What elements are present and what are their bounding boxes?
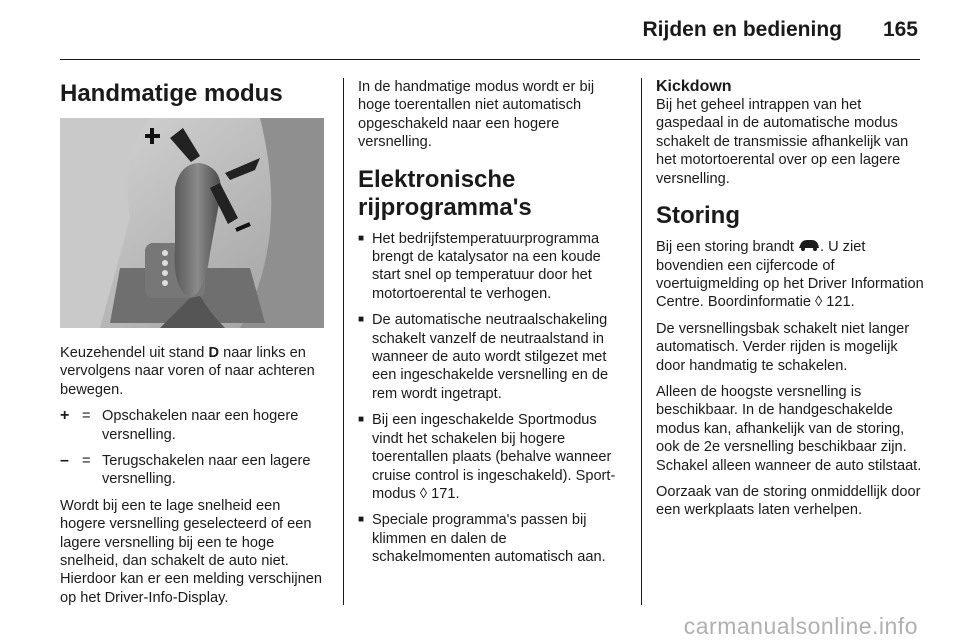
- column-divider-1: [343, 78, 344, 605]
- storing-paragraph-3: Alleen de hoogste versnelling is beschikbaar. In de handgeschakelde modus kan, afhankelijk van de storing, ook de 2e versnelling beschikbaar zijn. Schakel alleen wanneer de auto stilstaat.: [656, 383, 922, 474]
- plus-icon: +: [60, 407, 70, 425]
- list-item: ■ Het bedrijfstemperatuurprogramma brengt de katalysator na een koude start snel op temperatuur door het motortoerental te verhogen.: [358, 230, 601, 302]
- program-list: [358, 230, 626, 567]
- list-item: ■ Bij een ingeschakelde Sportmodus vindt het schakelen bij hogere toerentallen plaats (behalve wanneer cruise control is ingeschakeld). Sport-modus ◊ 171.: [358, 412, 616, 502]
- page-number: 165: [882, 18, 918, 41]
- definition-downshift: – = Terugschakelen naar een lagere versnelling.: [60, 452, 311, 488]
- column-1: [60, 78, 328, 615]
- manual-mode-intro: In de handmatige modus wordt er bij hoge toerentallen niet automatisch opgeschakeld naar een hogere versnelling.: [358, 79, 595, 151]
- column-3: [656, 78, 924, 528]
- section-title-manual-mode: Handmatige modus: [60, 80, 283, 107]
- storing-paragraph-2: De versnellingsbak schakelt niet langer automatisch. Verder rijden is mogelijk door handmatig te schakelen.: [656, 320, 910, 374]
- definition-upshift: + = Opschakelen naar een hogere versnelling.: [60, 407, 299, 443]
- kickdown-title: Kickdown: [656, 78, 732, 95]
- running-header: Rijden en bediening: [642, 18, 842, 41]
- kickdown-text: Bij het geheel intrappen van het gaspedaal in de automatische modus schakelt de transmissie afhankelijk van het motortoerental over op een lagere versnelling.: [656, 97, 909, 187]
- list-item: ■ De automatische neutraalschakeling schakelt vanzelf de neutraalstand in wanneer de auto wordt stilgezet met een ingeschakelde versnelling en de rem wordt ingetrapt.: [358, 312, 609, 402]
- minus-icon: –: [60, 452, 69, 470]
- storing-title: Storing: [656, 202, 740, 230]
- lever-instruction: Keuzehendel uit stand D naar links en vervolgens naar voren of naar achteren bewegen.: [60, 345, 315, 398]
- storing-paragraph-1: Bij een storing brandt . U ziet bovendien een cijfercode of voertuigmelding op het Driver Information Centre. Boordinformatie ◊ 121.: [656, 239, 924, 311]
- column-divider-2: [641, 78, 642, 605]
- speed-warning-paragraph: Wordt bij een te lage snelheid een hogere versnelling geselecteerd of een lagere versnelling bij een te hoge snelheid, dan schakelt de auto niet. Hierdoor kan er een melding verschijnen op het Driver-Info-Display.: [60, 497, 323, 606]
- column-2: [358, 78, 626, 575]
- list-item: ■ Speciale programma's passen bij klimmen en dalen de schakelmomenten automatisch aan.: [358, 512, 606, 566]
- header-rule: [60, 59, 920, 60]
- section-title-electronic-programs: Elektronische rijprogramma's: [358, 165, 532, 221]
- gear-lever-photo: [60, 118, 324, 328]
- watermark: carmanualsonline.info: [683, 613, 918, 639]
- storing-paragraph-4: Oorzaak van de storing onmiddellijk door een werkplaats laten verhelpen.: [656, 483, 921, 519]
- car-wrench-icon: [798, 238, 820, 256]
- gear-lever-illustration: [60, 118, 324, 328]
